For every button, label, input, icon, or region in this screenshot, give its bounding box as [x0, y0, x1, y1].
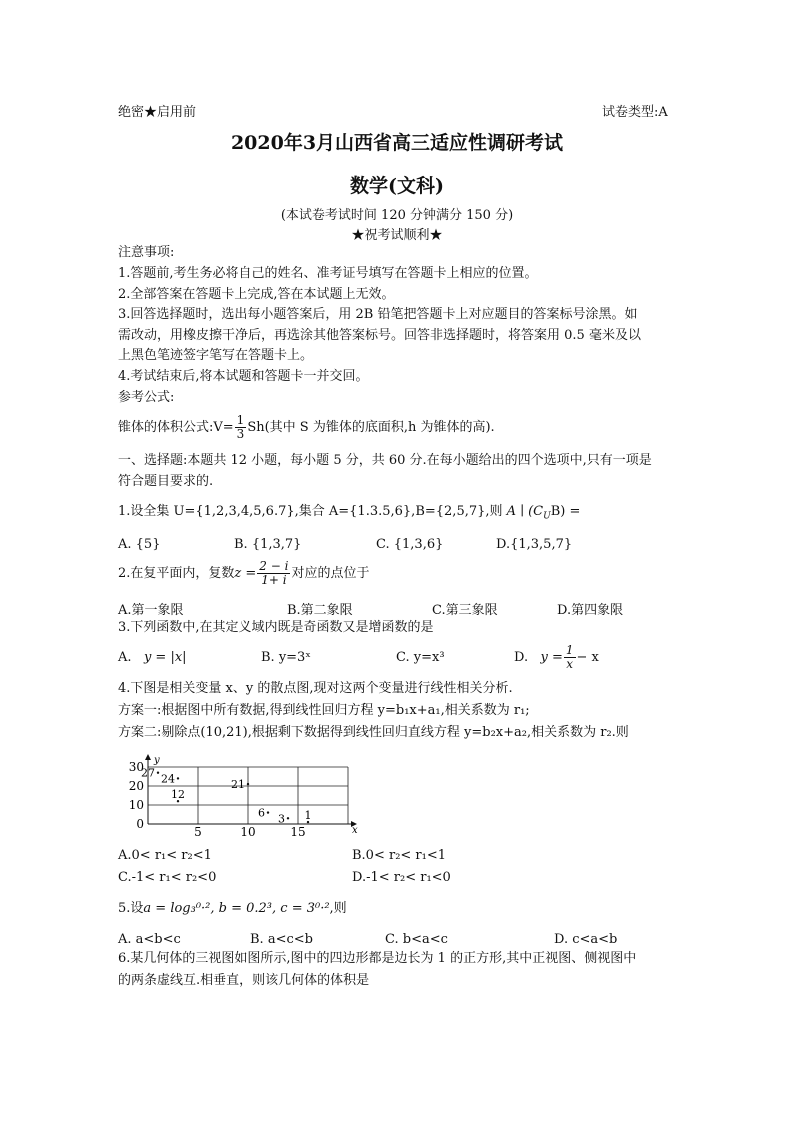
q5-stem-text: 5.设 — [118, 901, 144, 916]
q3-stem: 3.下列函数中,在其定义域内既是奇函数又是增函数的是 — [118, 620, 434, 635]
section1-line2: 符合题目要求的. — [118, 474, 214, 489]
q2-option-d[interactable]: D.第四象限 — [557, 603, 624, 618]
q1-stem-text: 1.设全集 U={1,2,3,4,5,6.7},集合 A={1.3.5,6},B={2,5,7},则 — [118, 504, 503, 519]
q6-line2: 的两条虚线互.相垂直，则该几何体的体积是 — [118, 973, 370, 988]
q3-option-d[interactable]: D. y = $\frac{1}{x}$ − x — [514, 643, 599, 671]
x-axis-label: x — [352, 825, 358, 836]
q5-expr: a = log₃⁰·², b = 0.2³, c = 3⁰·² — [143, 901, 330, 916]
q5-option-c[interactable]: C. b<a<c — [385, 932, 448, 947]
data-point — [157, 772, 159, 774]
paper-type-label: 试卷类型:A — [602, 105, 668, 120]
q1-set-expr-end: B) = — [550, 504, 581, 519]
exam-title: 2020年3月山西省高三适应性调研考试 — [230, 132, 564, 154]
q4-option-b[interactable]: B.0< r₂< r₁<1 — [352, 848, 447, 863]
q2-z: z = — [234, 566, 257, 581]
q1-stem — [118, 504, 580, 525]
q5-tail: ,则 — [329, 901, 347, 916]
q4-option-c[interactable]: C.-1< r₁< r₂<0 — [118, 870, 217, 885]
q5-option-a[interactable]: A. a<b<c — [118, 932, 181, 947]
note-item: 2.全部答案在答题卡上完成,答在本试题上无效。 — [118, 287, 395, 302]
data-point — [177, 777, 179, 779]
q1-option-c[interactable]: C. {1,3,6} — [376, 537, 444, 552]
x-tick-label: 10 — [240, 825, 256, 839]
q5-stem — [118, 901, 347, 917]
volume-formula — [118, 411, 495, 445]
q4-option-d[interactable]: D.-1< r₂< r₁<0 — [352, 870, 451, 885]
data-point — [287, 817, 289, 819]
data-point — [247, 783, 249, 785]
data-point — [267, 811, 269, 813]
note-item: 3.回答选择题时，选出每小题答案后，用 2B 铅笔把答题卡上对应题目的答案标号涂黑。如 — [118, 307, 638, 322]
q2-fraction: $\frac{2 - i}{1+ i}$ — [259, 559, 289, 587]
exam-subtitle: 数学(文科) — [350, 175, 444, 197]
data-point-label: 1 — [304, 809, 312, 823]
note-item: 4.考试结束后,将本试题和答题卡一并交回。 — [118, 369, 369, 384]
q2-option-b[interactable]: B.第二象限 — [287, 603, 353, 618]
q5-option-b[interactable]: B. a<c<b — [250, 932, 313, 947]
section1-line1: 一、选择题:本题共 12 小题，每小题 5 分，共 60 分.在每小题给出的四个选项中,只有一项是 — [118, 453, 652, 468]
data-point-label: 21 — [231, 778, 245, 792]
data-point-label: 12 — [171, 788, 185, 802]
notes-heading: 注意事项: — [118, 245, 175, 260]
y-tick-label: 0 — [136, 817, 144, 831]
q2-tail: 对应的点位于 — [291, 566, 370, 581]
secret-label: 绝密★启用前 — [118, 105, 197, 120]
note-item: 需改动，用橡皮擦干净后，再选涂其他答案标号。回答非选择题时，将答案用 0.5 毫米及以 — [118, 328, 641, 343]
q4-stem: 4.下图是相关变量 x、y 的散点图,现对这两个变量进行线性相关分析. — [118, 681, 513, 696]
y-axis-label: y — [154, 755, 160, 766]
q4-option-a[interactable]: A.0< r₁< r₂<1 — [118, 848, 212, 863]
q2-option-a[interactable]: A.第一象限 — [118, 603, 184, 618]
y-axis-arrow — [145, 754, 151, 760]
q2-stem-text: 2.在复平面内，复数 — [118, 566, 235, 581]
q4-plan1: 方案一:根据图中所有数据,得到线性回归方程 y=b₁x+a₁,相关系数为 r₁; — [118, 703, 530, 718]
q6-line1: 6.某几何体的三视图如图所示,图中的四边形都是边长为 1 的正方形,其中正视图、侧视图中 — [118, 951, 637, 966]
q5-option-d[interactable]: D. c<a<b — [554, 932, 618, 947]
q1-set-expr: A ∣ (C — [506, 504, 544, 519]
q3-option-c[interactable]: C. y=x³ — [396, 650, 445, 665]
formula-suffix: Sh(其中 S 为锥体的底面积,h 为锥体的高). — [247, 420, 495, 435]
q2-option-c[interactable]: C.第三象限 — [432, 603, 498, 618]
formula-heading: 参考公式: — [118, 390, 175, 405]
x-tick-label: 5 — [194, 825, 202, 839]
q3-option-a-expr: y = |x| — [143, 650, 187, 665]
note-item: 1.答题前,考生务必将自己的姓名、准考证号填写在答题卡上相应的位置。 — [118, 266, 538, 281]
data-point-label: 3 — [278, 812, 285, 826]
q2-stem — [118, 557, 369, 591]
formula-prefix: 锥体的体积公式:V= — [118, 420, 234, 435]
data-point-label: 27 — [141, 766, 155, 780]
blessing: ★祝考试顺利★ — [351, 228, 443, 243]
y-tick-label: 10 — [128, 798, 144, 812]
data-point-label: 6 — [258, 806, 265, 820]
q4-plan2: 方案二:剔除点(10,21),根据剩下数据得到线性回归直线方程 y=b₂x+a₂,相关系数为 r₂.则 — [118, 725, 629, 740]
q1-option-b[interactable]: B. {1,3,7} — [234, 537, 302, 552]
exam-info: (本试卷考试时间 120 分钟满分 150 分) — [280, 208, 514, 223]
note-item: 上黑色笔迹签字笔写在答题卡上。 — [118, 348, 314, 363]
q1-subscript: U — [543, 511, 551, 522]
y-tick-label: 20 — [128, 779, 144, 793]
fraction-one-third: $\frac{1}{3}$ — [236, 413, 245, 441]
x-tick-label: 15 — [290, 825, 306, 839]
data-point-label: 24 — [161, 772, 175, 786]
q3-option-b[interactable]: B. y=3ˣ — [261, 650, 311, 665]
q1-option-a[interactable]: A. {5} — [118, 537, 161, 552]
q3-option-a[interactable]: A. y = |x| — [118, 650, 187, 665]
q1-option-d[interactable]: D.{1,3,5,7} — [496, 537, 573, 552]
y-tick-label: 30 — [128, 760, 144, 774]
scatter-plot — [124, 754, 356, 838]
